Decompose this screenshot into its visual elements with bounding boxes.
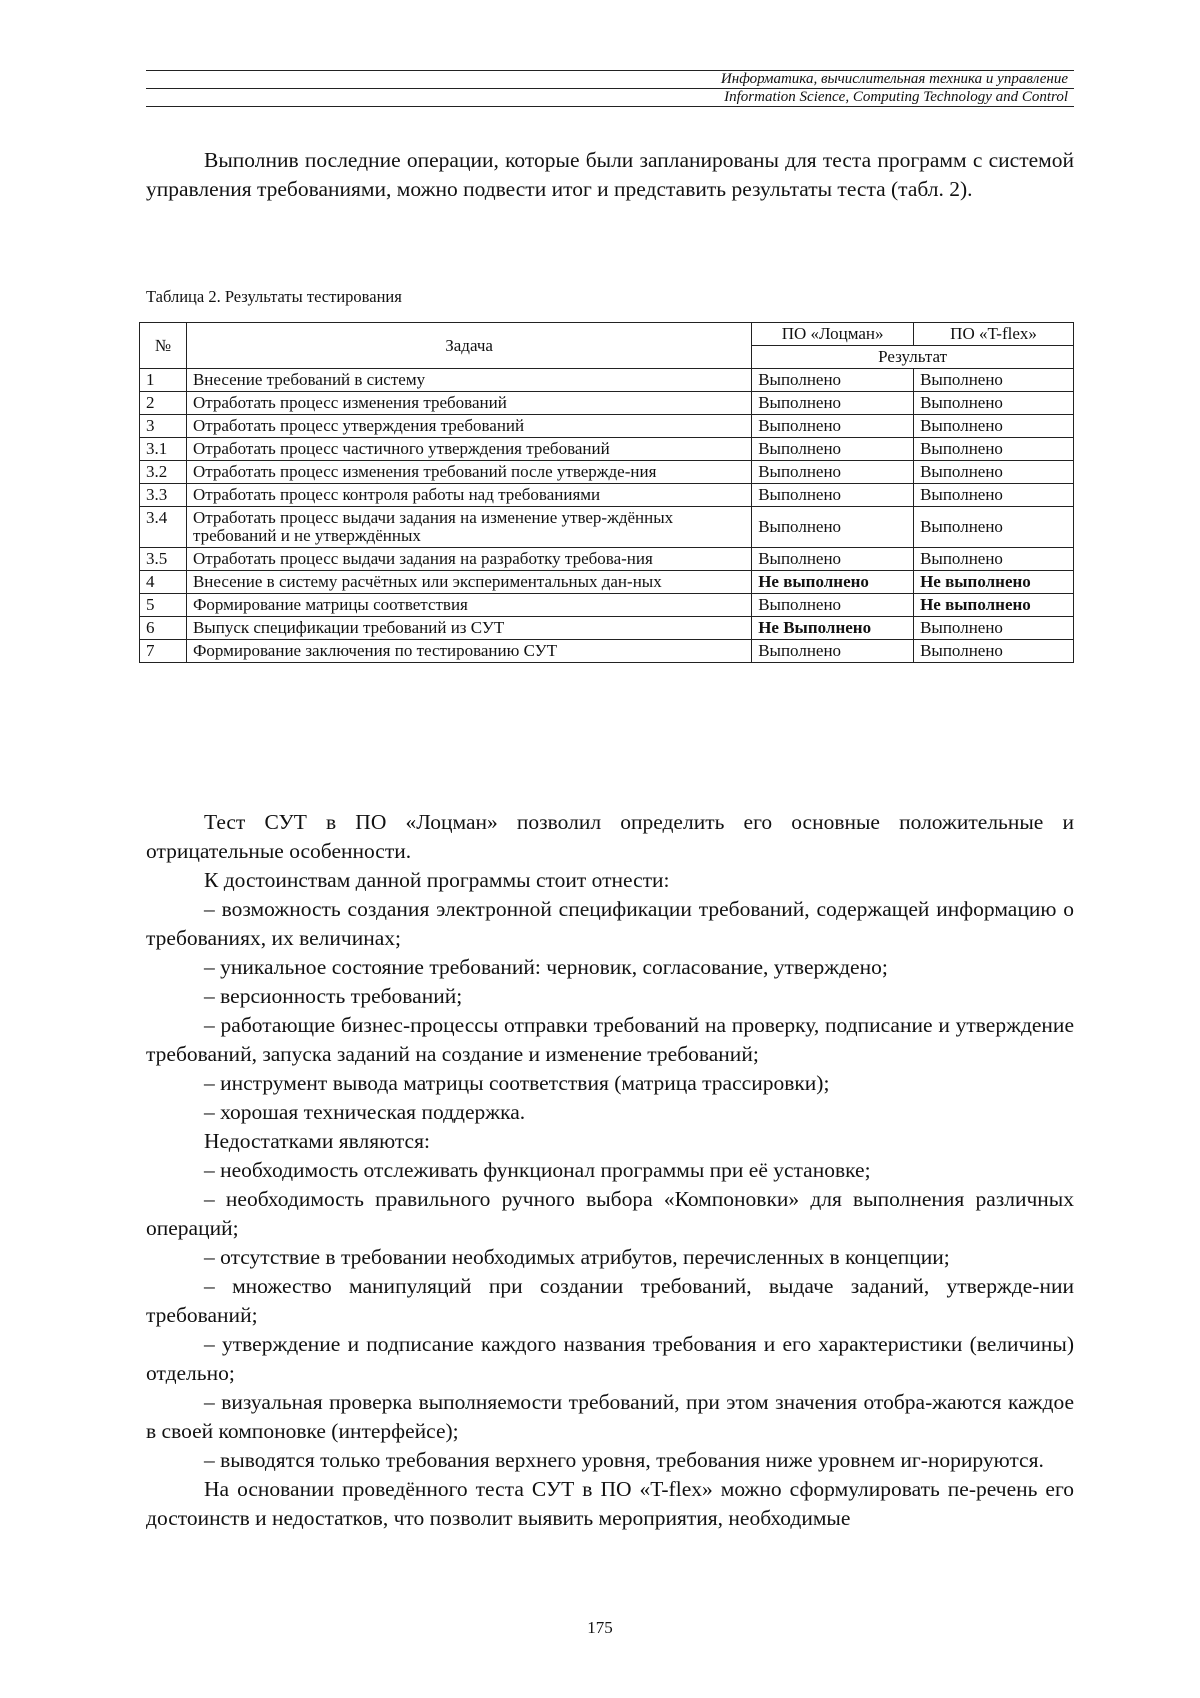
header-title-en: Information Science, Computing Technology and Control (724, 89, 1068, 105)
list-item-advantage: – инструмент вывода матрицы соответствия (матрица трассировки); (204, 1071, 830, 1095)
col-lotsman-header: ПО «Лоцман» (752, 323, 914, 346)
row-number: 4 (140, 571, 187, 594)
paragraph-lotsman-test: Тест СУТ в ПО «Лоцман» позволил определить его основные положительные и отрицательные особенности. (146, 810, 1074, 863)
table-row (140, 392, 1074, 415)
header-rule-bottom (146, 106, 1074, 107)
row-number: 3.5 (140, 548, 187, 571)
row-task: Формирование матрицы соответствия (186, 594, 751, 617)
row-result-lotsman: Не Выполнено (752, 617, 914, 640)
row-task: Отработать процесс изменения требований после утвержде-ния (186, 461, 751, 484)
body-text (146, 808, 1074, 1533)
row-result-tflex: Выполнено (914, 415, 1074, 438)
col-result-header: Результат (752, 346, 1074, 369)
row-task: Отработать процесс изменения требований (186, 392, 751, 415)
row-result-tflex: Выполнено (914, 461, 1074, 484)
row-task: Отработать процесс частичного утверждения требований (186, 438, 751, 461)
table-row (140, 415, 1074, 438)
row-result-tflex: Выполнено (914, 640, 1074, 663)
paragraph-advantages-intro: К достоинствам данной программы стоит отнести: (204, 868, 670, 892)
header-title-ru: Информатика, вычислительная техника и управление (720, 71, 1068, 87)
list-item-advantage: – уникальное состояние требований: черновик, согласование, утверждено; (204, 955, 888, 979)
table-row (140, 369, 1074, 392)
row-result-tflex: Не выполнено (914, 571, 1074, 594)
row-task: Внесение в систему расчётных или экспериментальных дан-ных (186, 571, 751, 594)
row-result-lotsman: Выполнено (752, 392, 914, 415)
table-row (140, 461, 1074, 484)
intro-paragraph: Выполнив последние операции, которые были запланированы для теста программ с системой управления требованиями, можно подвести итог и представить результаты теста (табл. 2). (146, 148, 1074, 201)
row-result-lotsman: Выполнено (752, 507, 914, 548)
row-result-lotsman: Выполнено (752, 640, 914, 663)
row-result-tflex: Выполнено (914, 392, 1074, 415)
table-caption: Таблица 2. Результаты тестирования (146, 287, 402, 306)
paragraph-tflex-intro: На основании проведённого теста СУТ в ПО «T-flex» можно сформулировать пе-речень его достоинств и недостатков, что позволит выявить мероприятия, необходимые (146, 1477, 1074, 1530)
list-item-disadvantage: – утверждение и подписание каждого названия требования и его характеристики (величины) отдельно; (146, 1332, 1074, 1385)
row-task: Отработать процесс выдачи задания на разработку требова-ния (186, 548, 751, 571)
list-item-disadvantage: – необходимость отслеживать функционал программы при её установке; (204, 1158, 871, 1182)
row-number: 5 (140, 594, 187, 617)
table-row (140, 571, 1074, 594)
row-result-lotsman: Выполнено (752, 438, 914, 461)
row-task: Формирование заключения по тестированию СУТ (186, 640, 751, 663)
page-number: 175 (587, 1618, 613, 1637)
row-number: 2 (140, 392, 187, 415)
table-row (140, 617, 1074, 640)
list-item-advantage: – хорошая техническая поддержка. (204, 1100, 526, 1124)
table-row (140, 640, 1074, 663)
row-result-lotsman: Не выполнено (752, 571, 914, 594)
row-number: 7 (140, 640, 187, 663)
row-result-tflex: Выполнено (914, 484, 1074, 507)
row-result-tflex: Не выполнено (914, 594, 1074, 617)
row-number: 6 (140, 617, 187, 640)
table-row (140, 548, 1074, 571)
row-result-lotsman: Выполнено (752, 484, 914, 507)
row-result-tflex: Выполнено (914, 548, 1074, 571)
list-item-disadvantage: – необходимость правильного ручного выбора «Компоновки» для выполнения различных операций; (146, 1187, 1074, 1240)
row-number: 1 (140, 369, 187, 392)
col-task-header: Задача (186, 323, 751, 369)
row-result-lotsman: Выполнено (752, 594, 914, 617)
row-result-tflex: Выполнено (914, 438, 1074, 461)
list-item-disadvantage: – выводятся только требования верхнего уровня, требования ниже уровнем иг-норируются. (204, 1448, 1044, 1472)
results-table (139, 322, 1074, 663)
running-header (146, 70, 1074, 107)
row-task: Выпуск спецификации требований из СУТ (186, 617, 751, 640)
row-result-tflex: Выполнено (914, 617, 1074, 640)
row-result-lotsman: Выполнено (752, 415, 914, 438)
table-row (140, 484, 1074, 507)
list-item-disadvantage: – визуальная проверка выполняемости требований, при этом значения отобра-жаются каждое в своей компоновке (интерфейсе); (146, 1390, 1074, 1443)
table-row (140, 507, 1074, 548)
list-item-advantage: – работающие бизнес-процессы отправки требований на проверку, подписание и утверждение требований, запуска заданий на создание и изменение требований; (146, 1013, 1074, 1066)
table-row (140, 438, 1074, 461)
row-result-tflex: Выполнено (914, 507, 1074, 548)
row-task: Отработать процесс контроля работы над требованиями (186, 484, 751, 507)
row-number: 3 (140, 415, 187, 438)
row-result-lotsman: Выполнено (752, 369, 914, 392)
row-number: 3.3 (140, 484, 187, 507)
row-number: 3.1 (140, 438, 187, 461)
list-item-disadvantage: – множество манипуляций при создании требований, выдаче заданий, утвержде-нии требований; (146, 1274, 1074, 1327)
row-task: Внесение требований в систему (186, 369, 751, 392)
table-row (140, 594, 1074, 617)
table-header-row (140, 323, 1074, 346)
row-result-lotsman: Выполнено (752, 461, 914, 484)
paragraph-disadvantages-intro: Недостатками являются: (204, 1129, 430, 1153)
row-task: Отработать процесс выдачи задания на изменение утвер-ждённых требований и не утверждённых (186, 507, 751, 548)
row-number: 3.2 (140, 461, 187, 484)
list-item-disadvantage: – отсутствие в требовании необходимых атрибутов, перечисленных в концепции; (204, 1245, 950, 1269)
list-item-advantage: – возможность создания электронной спецификации требований, содержащей информацию о требованиях, их величинах; (146, 897, 1074, 950)
col-tflex-header: ПО «T-flex» (914, 323, 1074, 346)
col-number-header: № (140, 323, 187, 369)
row-result-tflex: Выполнено (914, 369, 1074, 392)
row-result-lotsman: Выполнено (752, 548, 914, 571)
row-task: Отработать процесс утверждения требований (186, 415, 751, 438)
list-item-advantage: – версионность требований; (204, 984, 463, 1008)
row-number: 3.4 (140, 507, 187, 548)
